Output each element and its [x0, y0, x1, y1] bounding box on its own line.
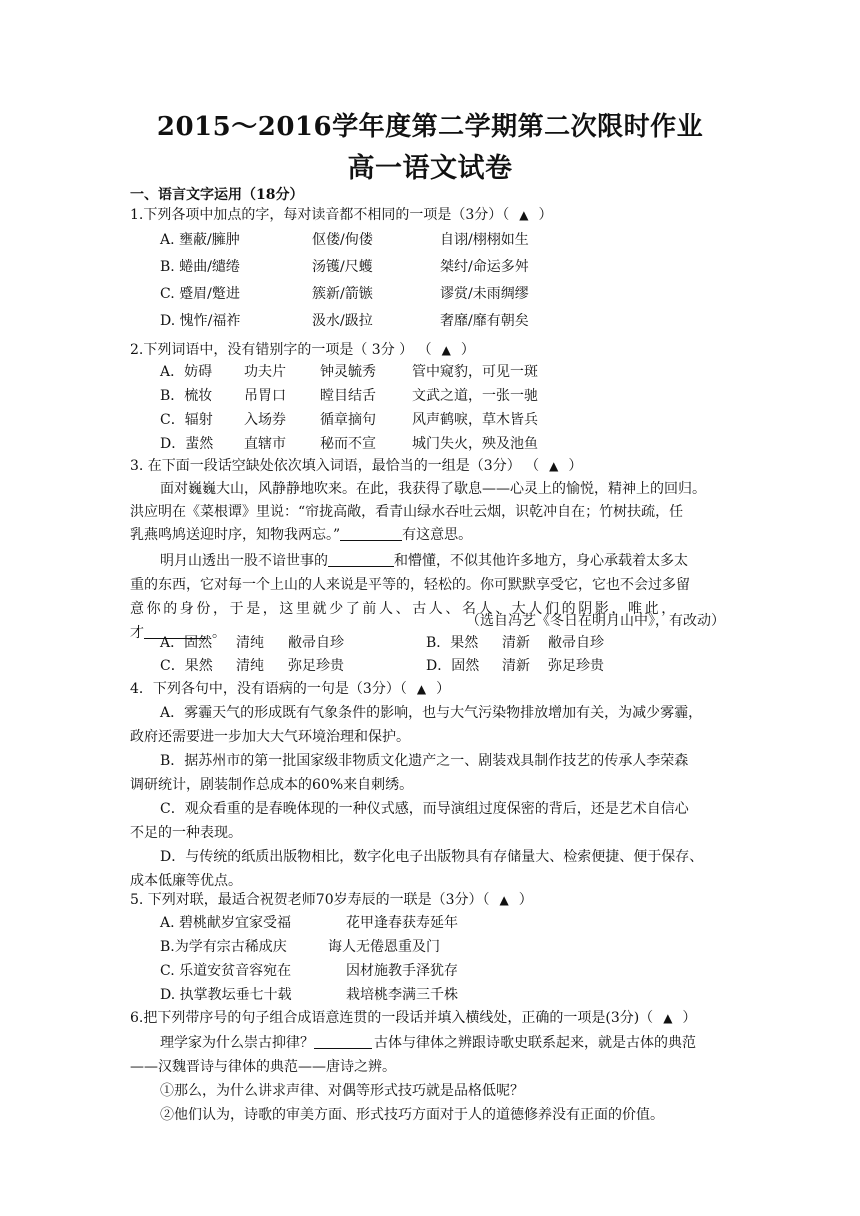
answer-triangle: ▲	[549, 459, 559, 473]
answer-triangle: ▲	[499, 893, 509, 907]
page-subtitle: 高一语文试卷	[347, 153, 513, 184]
q6-passage-line: 理学家为什么崇古抑律？ 古体与律体之辨跟诗歌史联系起来，就是古体的典范	[160, 1035, 696, 1051]
q3-passage-line: 重的东西，它对每一个上山的人来说是平等的，轻松的。你可默默享受它，它也不会过多留	[130, 577, 690, 593]
q6-sentence-1: ①那么，为什么讲求声律、对偶等形式技巧就是品格低呢？	[160, 1083, 524, 1099]
q6-passage-line: ——汉魏晋诗与律体的典范——唐诗之辨。	[130, 1059, 396, 1075]
section-heading: 一、语言文字运用（18分）	[130, 187, 304, 203]
question-4-stem: 4．下列各句中，没有语病的一句是（3分）（ ▲ ）	[130, 681, 451, 697]
answer-triangle: ▲	[663, 1011, 673, 1025]
q3-source: （选自冯艺《冬日在明月山中》，有改动）	[466, 613, 725, 629]
answer-triangle: ▲	[441, 343, 451, 357]
answer-triangle: ▲	[416, 682, 427, 696]
exam-page: 2015～2016学年度第二学期第二次限时作业 高一语文试卷 一、语言文字运用（18分） 1.下列各项中加点的字，每对读音都不相同的一项是（3分）（ ▲ ） A. 壅蔽/臃肿 伛偻/佝偻 自诩/栩栩如生 B. 蜷曲/缱绻 汤镬/尺蠖 桀纣/命运多舛 C. 蹙眉/蹩进 簇新/箭镞 谬赏/未雨绸缪 D. 愧怍/福祚 汲水/趿拉 奢靡/靡有朝矣 2.下列词语中，没有错别字的一项是（ 3分 ） （ ▲ ） A．妨碍 功夫片 钟灵毓秀 管中窥豹，可见一斑 B．梳妆 吊胃口 瞠目结舌 文武之道，一张一驰 C．辐射 入场券 循章摘句 风声鹤唳，草木皆兵 D．蜚然 直辖市 秘而不宣 城门失火，殃及池鱼 3. 在下面一段话空缺处依次填入词语，最恰当的一组是（3分） （ ▲ ） 面对巍巍大山，风静静地吹来。在此，我获得了歇息——心灵上的愉悦，精神上的回归。 洪应明在《菜根谭》里说：“帘拢高敞，看青山绿水吞吐云烟，识乾冲自在；竹树扶疏，任 乳燕鸣鸠送迎时序，知物我两忘。” 有这意思。 明月山透出一股不谙世事的 和懵懂，不似其他许多地方，身心承载着太多太 重的东西，它对每一个上山的人来说是平等的，轻松的。你可默默享受它，它也不会过多留 意你的身份，于是，这里就少了前人、古人、名人、大人们的阴影，唯此， 才 。 （选自冯艺《冬日在明月山中》，有改动） A．固然 清纯 敝帚自珍 B．果然 清新 敝帚自珍 C．果然 清纯 弥足珍贵 D．固然 清新 弥足珍贵 4．下列各句中，没有语病的一句是（3分）（ ▲ ） A．雾霾天气的形成既有气象条件的影响，也与大气污染物排放增加有关，为减少雾霾， 政府还需要进一步加大大气环境治理和保护。 B．据苏州市的第一批国家级非物质文化遗产之一、剧装戏具制作技艺的传承人李荣森 调研统计，剧装制作总成本的60%来自刺绣。 C．观众看重的是春晚体现的一种仪式感，而导演组过度保密的背后，还是艺术自信心 不足的一种表现。 D．与传统的纸质出版物相比，数字化电子出版物具有存储量大、检索便捷、便于保存、 成本低廉等优点。 5. 下列对联，最适合祝贺老师70岁寿辰的一联是（3分）（ ▲ ） A. 碧桃献岁宜家受福 花甲逢春获寿延年 B.为学有宗古稀成庆 诲人无倦恩重及门 C. 乐道安贫音容宛在 因材施教手泽犹存 D. 执掌教坛垂七十载 栽培桃李满三千株 6.把下列带序号的句子组合成语意连贯的一段话并填入横线处，正确的一项是(3分)（ ▲ ） 理学家为什么崇古抑律？ 古体与律体之辨跟诗歌史联系起来，就是古体的典范 ——汉魏晋诗与律体的典范——唐诗之辨。 ①那么，为什么讲求声律、对偶等形式技巧就是品格低呢？ ②他们认为，诗歌的审美方面、形式技巧方面对于人的道德修养没有正面的价值。	[0, 0, 860, 1216]
q4-option-a-cont: 政府还需要进一步加大大气环境治理和保护。	[130, 729, 410, 745]
fill-blank	[314, 1033, 372, 1049]
q4-option-d-cont: 成本低廉等优点。	[130, 873, 242, 889]
q4-option-c: C．观众看重的是春晚体现的一种仪式感，而导演组过度保密的背后，还是艺术自信心	[160, 801, 689, 817]
page-title: 2015～2016学年度第二学期第二次限时作业	[156, 112, 704, 142]
question-2-stem: 2.下列词语中，没有错别字的一项是（ 3分 ） （ ▲ ）	[130, 342, 475, 358]
question-3-stem: 3. 在下面一段话空缺处依次填入词语，最恰当的一组是（3分） （ ▲ ）	[130, 458, 583, 474]
q4-option-c-cont: 不足的一种表现。	[130, 825, 242, 841]
q4-option-b: B．据苏州市的第一批国家级非物质文化遗产之一、剧装戏具制作技艺的传承人李荣森	[160, 753, 689, 769]
question-5-stem: 5. 下列对联，最适合祝贺老师70岁寿辰的一联是（3分）（ ▲ ）	[130, 892, 533, 908]
q3-passage-line: 乳燕鸣鸠送迎时序，知物我两忘。” 有这意思。	[130, 527, 473, 543]
question-1-stem: 1.下列各项中加点的字，每对读音都不相同的一项是（3分）（ ▲ ）	[130, 207, 553, 223]
q3-passage-line: 才 。	[130, 625, 226, 641]
q4-option-a: A．雾霾天气的形成既有气象条件的影响，也与大气污染物排放增加有关，为减少雾霾，	[160, 705, 703, 721]
q3-passage-line: 意你的身份，于是，这里就少了前人、古人、名人、大人们的阴影，唯此，	[130, 601, 678, 617]
fill-blank	[328, 551, 394, 567]
q3-passage-line: 面对巍巍大山，风静静地吹来。在此，我获得了歇息——心灵上的愉悦，精神上的回归。	[160, 481, 706, 497]
q6-sentence-2: ②他们认为，诗歌的审美方面、形式技巧方面对于人的道德修养没有正面的价值。	[160, 1107, 664, 1123]
fill-blank	[340, 525, 402, 541]
q3-passage-line: 明月山透出一股不谙世事的 和懵懂，不似其他许多地方，身心承载着太多太	[160, 553, 688, 569]
q4-option-d: D．与传统的纸质出版物相比，数字化电子出版物具有存储量大、检索便捷、便于保存、	[160, 849, 704, 865]
answer-triangle: ▲	[519, 208, 529, 222]
q3-passage-line: 洪应明在《菜根谭》里说：“帘拢高敞，看青山绿水吞吐云烟，识乾冲自在；竹树扶疏，任	[130, 504, 684, 520]
q4-option-b-cont: 调研统计，剧装制作总成本的60%来自刺绣。	[130, 777, 414, 793]
question-6-stem: 6.把下列带序号的句子组合成语意连贯的一段话并填入横线处，正确的一项是(3分)（ ▲ ）	[130, 1010, 697, 1026]
